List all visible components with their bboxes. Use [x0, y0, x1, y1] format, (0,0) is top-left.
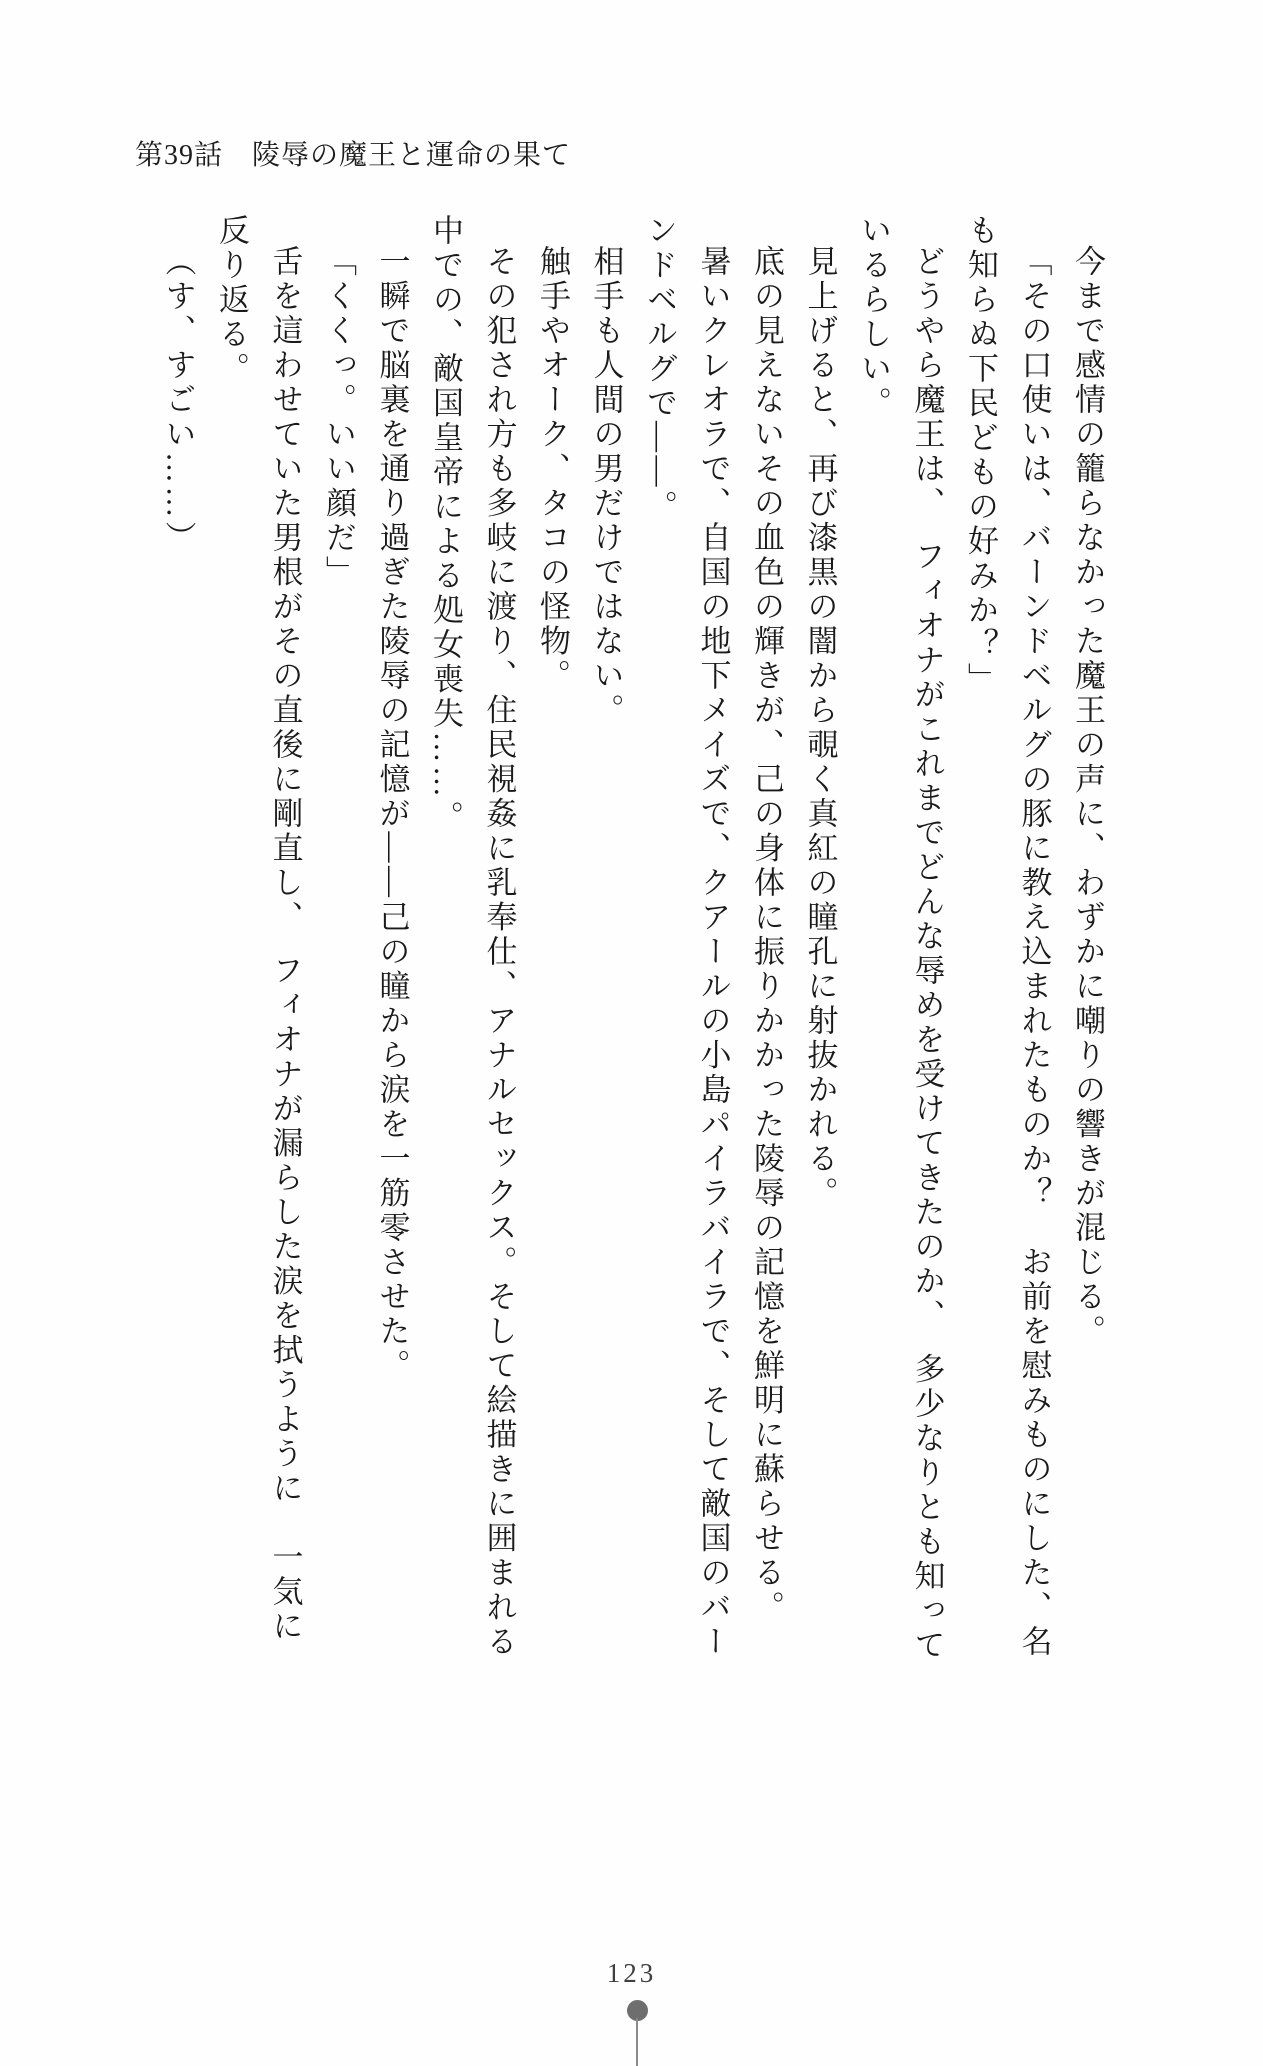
page-footer — [0, 1958, 1263, 1989]
page-text — [122, 214, 1114, 1674]
paragraph: 触手やオーク、タコの怪物。 — [535, 245, 570, 694]
paragraph: 見上げると、再び漆黒の闇から覗く真紅の瞳孔に射抜かれる。 — [802, 245, 838, 1211]
paragraph: どうやら魔王は、 フィオナがこれまでどんな辱めを受けてきたのか、 多少なりとも知っているらしい。 — [856, 214, 945, 1663]
chapter-header: 第39話 陵辱の魔王と運命の果て — [135, 140, 572, 171]
paragraph: 舌を這わせていた男根がその直後に剛直し、 フィオナが漏らした涙を拭うように 一気に反り返る。 — [214, 214, 303, 1644]
paragraph: 「その口使いは、バーンドベルグの豚に教え込まれたものか？ お前を慰みものにした、名も知らぬ下民どもの好みか？」 — [963, 214, 1052, 1660]
paragraph: 底の見えないその血色の輝きが、己の身体に振りかかった陵辱の記憶を鮮明に蘇らせる。 — [749, 245, 784, 1625]
paragraph: 暑いクレオラで、自国の地下メイズで、クアールの小島パイラバイラで、そして敵国のバーンドベルグで――。 — [642, 214, 731, 1660]
paragraph: 一瞬で脳裏を通り過ぎた陵辱の記憶が――己の瞳から涙を一筋零させた。 — [374, 245, 410, 1384]
paragraph: （す、すごい……） — [160, 245, 196, 556]
paragraph: 「くくっ。いい顔だ」 — [321, 245, 356, 590]
binding-mark-line — [636, 2018, 638, 2066]
paragraph: 相手も人間の男だけではない。 — [588, 245, 624, 728]
page-number: 123 — [606, 1958, 657, 1988]
paragraph: その犯され方も多岐に渡り、住民視姦に乳奉仕、アナルセックス。そして絵描きに囲まれる中での、敵国皇帝による処女喪失……。 — [428, 214, 517, 1660]
paragraph: 今まで感情の籠らなかった魔王の声に、わずかに嘲りの響きが混じる。 — [1070, 245, 1105, 1349]
